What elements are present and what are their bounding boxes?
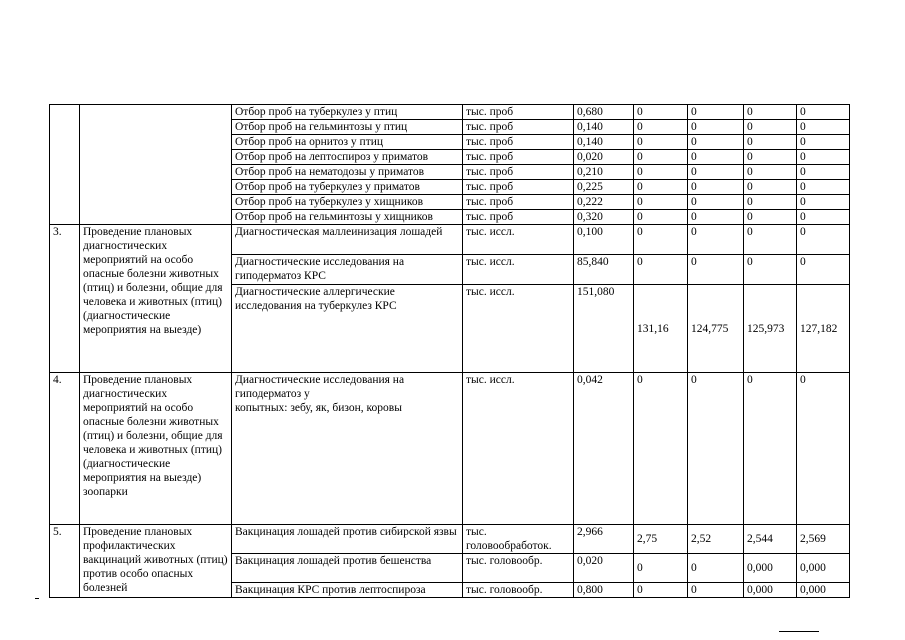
activity-cell: Вакцинация КРС против лептоспироза xyxy=(232,583,463,598)
value-cell: 0 xyxy=(634,165,688,180)
activity-cell: Диагностические аллергические исследования на туберкулез КРС xyxy=(232,285,463,373)
value-cell: 0 xyxy=(744,180,797,195)
activity-cell: Отбор проб на гельминтозы у птиц xyxy=(232,120,463,135)
value-cell: 0 xyxy=(797,210,850,225)
value-cell: 0 xyxy=(744,150,797,165)
base-cell: 0,680 xyxy=(574,105,634,120)
value-cell: 0 xyxy=(688,554,744,583)
base-cell: 0,020 xyxy=(574,150,634,165)
value-cell: 0 xyxy=(688,225,744,255)
value-cell: 124,775 xyxy=(688,285,744,373)
num-cell xyxy=(50,105,80,225)
activity-cell: Отбор проб на нематодозы у приматов xyxy=(232,165,463,180)
activity-line: Диагностические исследования на гиподерматоз у xyxy=(235,374,405,400)
value-cell: 0 xyxy=(688,195,744,210)
value-cell: 0 xyxy=(797,255,850,285)
unit-cell: тыс. проб xyxy=(463,105,574,120)
activity-cell: Отбор проб на туберкулез у хищников xyxy=(232,195,463,210)
unit-cell: тыс. проб xyxy=(463,135,574,150)
activity-cell: Диагностическая маллеинизация лошадей xyxy=(232,225,463,255)
value-cell: 131,16 xyxy=(634,285,688,373)
value-cell: 0 xyxy=(744,255,797,285)
unit-cell: тыс. проб xyxy=(463,150,574,165)
value-cell: 2,544 xyxy=(744,525,797,554)
value-cell: 0 xyxy=(688,583,744,598)
section-title: Проведение плановых диагностических мероприятий на особо опасные болезни животных (птиц) и болезни, общие для человека и животных (птиц) (диагностические мероприятия на выезде) xyxy=(80,225,232,373)
base-cell: 0,100 xyxy=(574,225,634,255)
activity-cell: Отбор проб на орнитоз у птиц xyxy=(232,135,463,150)
activity-cell: Отбор проб на лептоспироз у приматов xyxy=(232,150,463,165)
value-cell: 0 xyxy=(797,165,850,180)
value-cell: 127,182 xyxy=(797,285,850,373)
base-cell: 0,800 xyxy=(574,583,634,598)
page-footer-rule xyxy=(779,631,819,632)
value-cell: 2,52 xyxy=(688,525,744,554)
base-cell: 85,840 xyxy=(574,255,634,285)
value-cell: 0 xyxy=(797,225,850,255)
value-cell: 2,75 xyxy=(634,525,688,554)
value-cell: 0 xyxy=(634,583,688,598)
value-cell: 0 xyxy=(634,120,688,135)
value-cell: 0 xyxy=(688,210,744,225)
base-cell: 0,140 xyxy=(574,135,634,150)
base-cell: 151,080 xyxy=(574,285,634,373)
value-cell: 2,569 xyxy=(797,525,850,554)
value-cell: 125,973 xyxy=(744,285,797,373)
table-row xyxy=(50,525,850,554)
activity-cell xyxy=(232,373,463,525)
value-cell: 0 xyxy=(744,135,797,150)
unit-cell: тыс. головообр. xyxy=(463,583,574,598)
base-cell: 0,222 xyxy=(574,195,634,210)
value-cell: 0 xyxy=(634,210,688,225)
base-cell: 0,225 xyxy=(574,180,634,195)
title-cell xyxy=(80,105,232,225)
value-cell: 0 xyxy=(744,195,797,210)
value-cell: 0 xyxy=(744,105,797,120)
activity-cell: Диагностические исследования на гиподерматоз КРС xyxy=(232,255,463,285)
value-cell: 0 xyxy=(688,373,744,525)
activity-cell: Отбор проб на туберкулез у приматов xyxy=(232,180,463,195)
unit-cell: тыс. иссл. xyxy=(463,373,574,525)
value-cell: 0 xyxy=(634,105,688,120)
activity-cell: Отбор проб на туберкулез у птиц xyxy=(232,105,463,120)
table-row xyxy=(50,225,850,255)
table-row xyxy=(50,373,850,525)
value-cell: 0 xyxy=(634,373,688,525)
value-cell: 0 xyxy=(634,150,688,165)
value-cell: 0 xyxy=(688,255,744,285)
unit-cell: тыс. проб xyxy=(463,180,574,195)
base-cell: 2,966 xyxy=(574,525,634,554)
section-title: Проведение плановых профилактических вакцинаций животных (птиц) против особо опасных болезней xyxy=(80,525,232,598)
section-number: 5. xyxy=(50,525,80,598)
value-cell: 0 xyxy=(688,135,744,150)
value-cell: 0 xyxy=(688,180,744,195)
value-cell: 0 xyxy=(688,105,744,120)
value-cell: 0 xyxy=(744,165,797,180)
base-cell: 0,140 xyxy=(574,120,634,135)
value-cell: 0,000 xyxy=(797,554,850,583)
value-cell: 0 xyxy=(634,180,688,195)
unit-cell: тыс. иссл. xyxy=(463,255,574,285)
value-cell: 0 xyxy=(797,373,850,525)
value-cell: 0 xyxy=(797,105,850,120)
value-cell: 0 xyxy=(634,554,688,583)
value-cell: 0 xyxy=(744,210,797,225)
value-cell: 0,000 xyxy=(797,583,850,598)
margin-mark xyxy=(35,598,39,599)
table-row xyxy=(50,105,850,120)
unit-cell: тыс. головообр. xyxy=(463,554,574,583)
unit-cell: тыс. проб xyxy=(463,195,574,210)
base-cell: 0,210 xyxy=(574,165,634,180)
unit-cell: тыс. иссл. xyxy=(463,285,574,373)
activity-cell: Вакцинация лошадей против бешенства xyxy=(232,554,463,583)
value-cell: 0 xyxy=(797,180,850,195)
value-cell: 0 xyxy=(688,165,744,180)
value-cell: 0 xyxy=(797,195,850,210)
value-cell: 0 xyxy=(634,225,688,255)
value-cell: 0 xyxy=(634,195,688,210)
value-cell: 0 xyxy=(797,120,850,135)
unit-cell: тыс. иссл. xyxy=(463,225,574,255)
unit-cell: тыс. проб xyxy=(463,165,574,180)
activity-cell: Отбор проб на гельминтозы у хищников xyxy=(232,210,463,225)
activity-line: копытных: зебу, як, бизон, коровы xyxy=(235,402,402,414)
base-cell: 0,042 xyxy=(574,373,634,525)
value-cell: 0 xyxy=(634,255,688,285)
value-cell: 0 xyxy=(634,135,688,150)
data-table xyxy=(49,104,850,598)
value-cell: 0 xyxy=(688,120,744,135)
unit-cell: тыс. проб xyxy=(463,210,574,225)
base-cell: 0,020 xyxy=(574,554,634,583)
value-cell: 0 xyxy=(744,225,797,255)
value-cell: 0,000 xyxy=(744,554,797,583)
value-cell: 0 xyxy=(688,150,744,165)
section-number: 4. xyxy=(50,373,80,525)
activity-cell: Вакцинация лошадей против сибирской язвы xyxy=(232,525,463,554)
section-title: Проведение плановых диагностических мероприятий на особо опасные болезни животных (птиц) и болезни, общие для человека и животных (птиц) (диагностические мероприятия на выезде) зоопарки xyxy=(80,373,232,525)
value-cell: 0 xyxy=(744,373,797,525)
value-cell: 0,000 xyxy=(744,583,797,598)
unit-cell: тыс. головообработок. xyxy=(463,525,574,554)
section-number: 3. xyxy=(50,225,80,373)
value-cell: 0 xyxy=(797,150,850,165)
unit-cell: тыс. проб xyxy=(463,120,574,135)
value-cell: 0 xyxy=(744,120,797,135)
value-cell: 0 xyxy=(797,135,850,150)
base-cell: 0,320 xyxy=(574,210,634,225)
